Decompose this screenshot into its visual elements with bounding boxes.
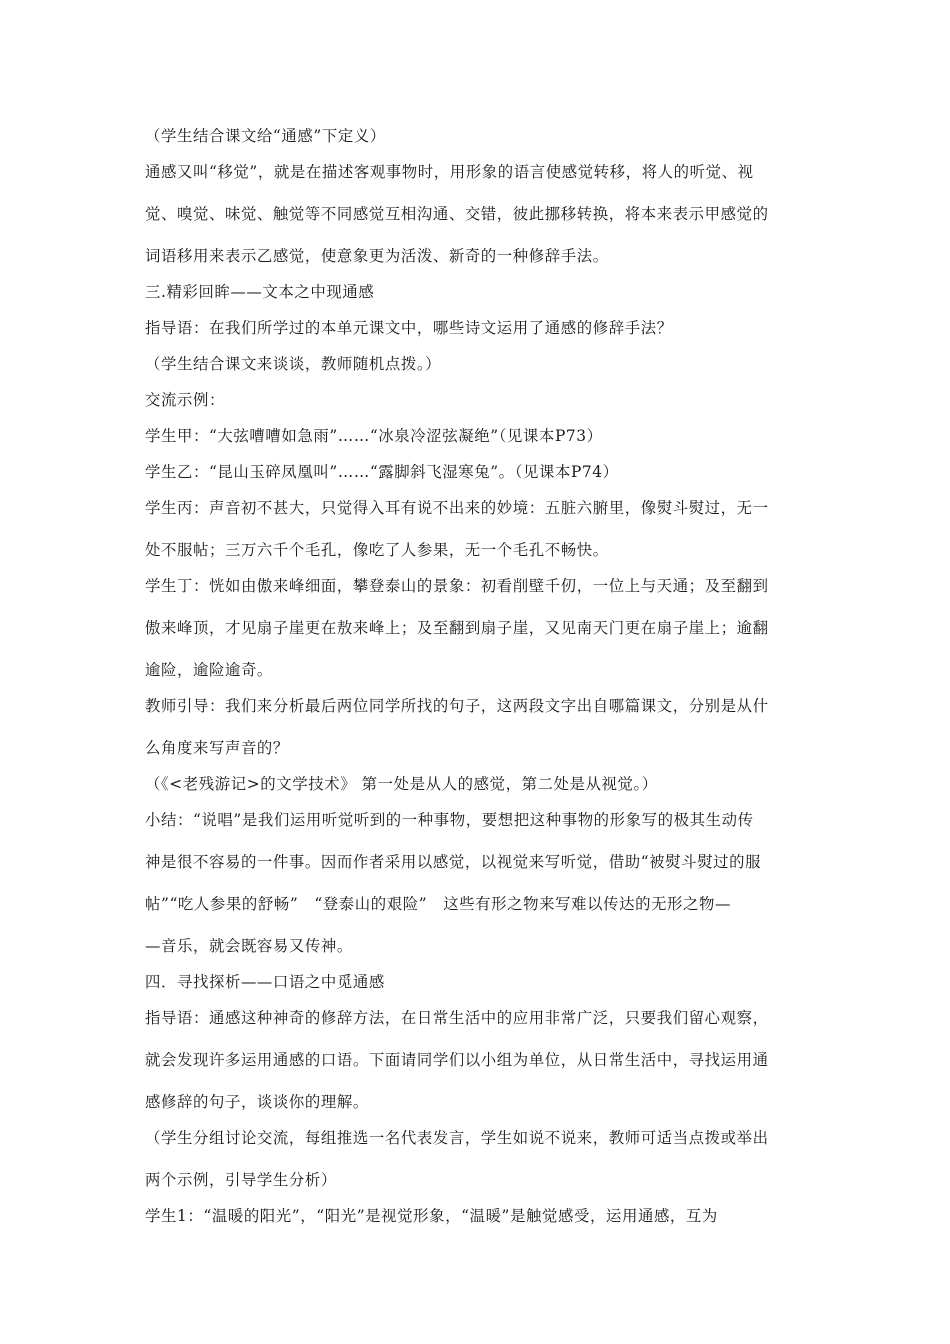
text-line: 指导语：通感这种神奇的修辞方法，在日常生活中的应用非常广泛，只要我们留心观察，: [145, 1009, 769, 1027]
text-line: 学生丁：恍如由傲来峰细面，攀登泰山的景象：初看削壁千仞，一位上与天通；及至翻到: [145, 577, 769, 595]
text-line: 逾险，逾险逾奇。: [145, 661, 273, 679]
text-line: 就会发现许多运用通感的口语。下面请同学们以小组为单位，从日常生活中，寻找运用通: [145, 1051, 769, 1069]
text-line: 两个示例，引导学生分析）: [145, 1171, 337, 1189]
text-line: 学生甲：“大弦嘈嘈如急雨”……“冰泉冷涩弦凝绝”（见课本P73）: [145, 427, 603, 445]
text-line: 词语移用来表示乙感觉，使意象更为活泼、新奇的一种修辞手法。: [145, 247, 609, 265]
text-line: 感修辞的句子，谈谈你的理解。: [145, 1093, 369, 1111]
text-line: —音乐，就会既容易又传神。: [145, 937, 353, 955]
text-line: 学生丙：声音初不甚大，只觉得入耳有说不出来的妙境：五脏六腑里，像熨斗熨过，无一: [145, 499, 769, 517]
text-line: 觉、嗅觉、味觉、触觉等不同感觉互相沟通、交错，彼此挪移转换，将本来表示甲感觉的: [145, 205, 769, 223]
text-line: 神是很不容易的一件事。因而作者采用以感觉，以视觉来写听觉，借助“被熨斗熨过的服: [145, 853, 762, 871]
text-line: 通感又叫“移觉”，就是在描述客观事物时，用形象的语言使感觉转移，将人的听觉、视: [145, 163, 754, 181]
text-line: （《<老残游记>的文学技术》 第一处是从人的感觉，第二处是从视觉。）: [145, 775, 658, 793]
text-line: 交流示例：: [145, 391, 225, 409]
section-heading: 三.精彩回眸——文本之中现通感: [145, 283, 375, 301]
text-line: 傲来峰顶，才见扇子崖更在敖来峰上；及至翻到扇子崖，又见南天门更在扇子崖上；逾翻: [145, 619, 769, 637]
text-line: 学生乙：“昆山玉碎凤凰叫”……“露脚斜飞湿寒兔”。（见课本P74）: [145, 463, 619, 481]
text-line: （学生分组讨论交流，每组推选一名代表发言，学生如说不说来，教师可适当点拨或举出: [145, 1129, 769, 1147]
text-line: 么角度来写声音的？: [145, 739, 289, 757]
text-line: 小结：“说唱”是我们运用听觉听到的一种事物，要想把这种事物的形象写的极其生动传: [145, 811, 754, 829]
text-line: （学生结合课文来谈谈，教师随机点拨。）: [145, 355, 442, 373]
text-line: 指导语：在我们所学过的本单元课文中，哪些诗文运用了通感的修辞手法？: [145, 319, 673, 337]
text-line: 帖”“吃人参果的舒畅” “登泰山的艰险” 这些有形之物来写难以传达的无形之物—: [145, 895, 732, 913]
text-line: 学生1：“温暖的阳光”，“阳光”是视觉形象，“温暖”是触觉感受，运用通感，互为: [145, 1207, 718, 1225]
section-heading: 四．寻找探析——口语之中觅通感: [145, 973, 385, 991]
text-line: （学生结合课文给“通感”下定义）: [145, 127, 386, 145]
text-line: 处不服帖；三万六千个毛孔，像吃了人参果，无一个毛孔不畅快。: [145, 541, 609, 559]
text-line: 教师引导：我们来分析最后两位同学所找的句子，这两段文字出自哪篇课文，分别是从什: [145, 697, 769, 715]
